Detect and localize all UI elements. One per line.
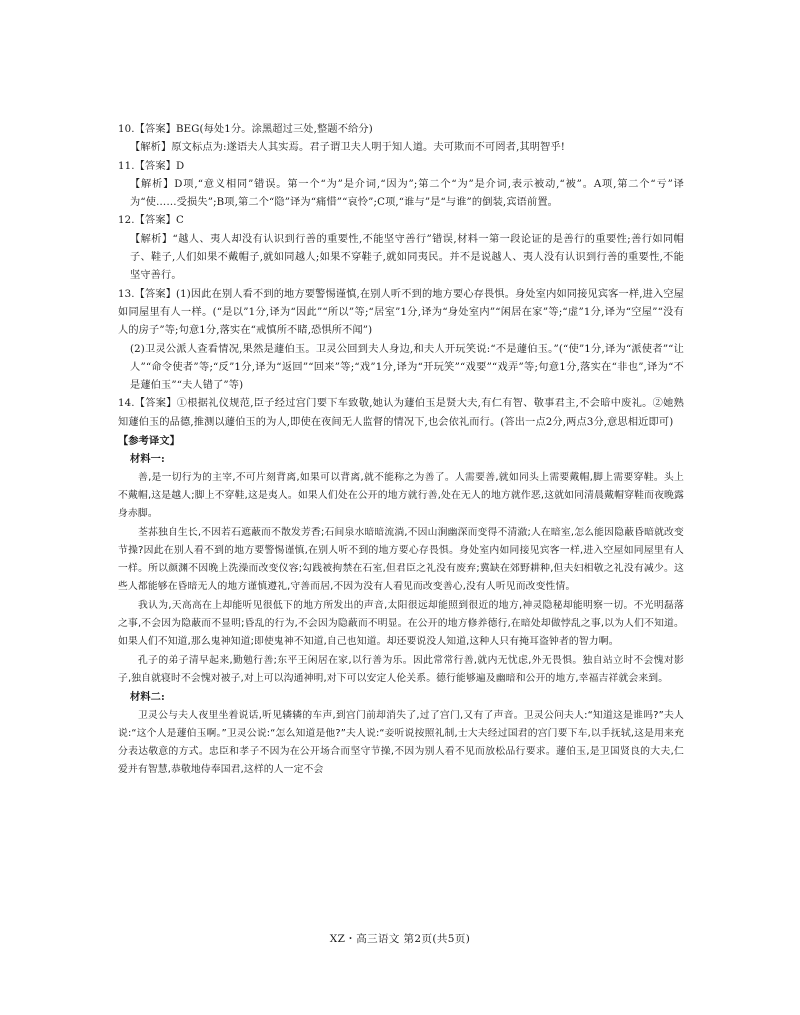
- reference-heading: 【参考译文】: [118, 435, 181, 448]
- page-content: [118, 121, 684, 780]
- answer-13-part2: (2)卫灵公派人查看情况,果然是蘧伯玉。卫灵公回到夫人身边,和夫人开玩笑说:“不是蘧伯玉。”(“使”1分,译为“派使者”“让人”“命令使者”等;“反”1分,译为“返回”“回来”等;“戏”1分,译为“开玩笑”“戏要”“戏弄”等;句意1分,落实在“非也”,译为“不是蘧伯玉”“夫人错了”等): [130, 343, 684, 392]
- analysis-10: 【解析】原文标点为:遂语夫人其实焉。君子谓卫夫人明于知人道。夫可欺而不可罔者,其明智乎!: [130, 142, 566, 154]
- material-two-label: 材料二:: [130, 691, 165, 704]
- analysis-11: 【解析】D项,“意义相同”错误。第一个“为”是介词,“因为”;第二个“为”是介词,表示被动,“被”。A项,第二个“亏”译为“使……受损失”;B项,第二个“隐”译为“痛惜”“哀怜”;C项,“谁与”是“与谁”的倒装,宾语前置。: [130, 178, 684, 209]
- material-one-label: 材料一:: [130, 453, 165, 466]
- analysis-12: 【解析】“越人、夷人却没有认识到行善的重要性,不能坚守善行”错误,材料一第一段论证的是善行的重要性;善行如同帽子、鞋子,人们如果不戴帽子,就如同越人;如果不穿鞋子,就如同夷民。并不是说越人、夷人没有认识到行善的重要性,不能坚守善行。: [130, 233, 684, 282]
- answer-11: 11.【答案】D: [118, 160, 185, 172]
- material-one-paragraph: 善,是一切行为的主宰,不可片刻背离,如果可以背离,就不能称之为善了。人需要善,就如同头上需要戴帽,脚上需要穿鞋。头上不戴帽,这是越人;脚上不穿鞋,这是夷人。如果人们处在公开的地方就行善,处在无人的地方就作恶,这就如同清晨戴帽穿鞋而夜晚露身赤脚。: [118, 471, 684, 520]
- answer-13-part1: 13.【答案】(1)因此在别人看不到的地方要警惕谨慎,在别人听不到的地方要心存畏惧。身处室内如同接见宾客一样,进入空屋如同屋里有人一样。(“是以”1分,译为“因此”“所以”等;“居室”1分,译为“身处室内”“闲居在家”等;“虚”1分,译为“空屋”“没有人的房子”等;句意1分,落实在“戒慎所不睹,恐惧所不闻”): [118, 288, 684, 337]
- material-one-paragraph: 荃荪独自生长,不因若石遮蔽而不散发芳香;石间泉水暗暗流淌,不因山涧幽深而变得不清澈;人在暗室,怎么能因隐蔽昏暗就改变节操?因此在别人看不到的地方要警惕谨慎,在别人听不到的地方要心存畏惧。身处室内如同接见宾客一样,进入空屋如同屋里有人一样。所以颜渊不因晚上洗澡而改变仪容;勾践被拘禁在石室,但君臣之礼没有废弃;冀缺在郊野耕种,但夫妇相敬之礼没有减少。这些人都能够在昏暗无人的地方谨慎遵礼,守善而居,不因为没有人看见而改变善心,没有人听见而改变性情。: [118, 526, 684, 593]
- page-footer: XZ・高三语文 第2页(共5页): [329, 933, 471, 945]
- material-one-paragraph: 孔子的弟子清早起来,勤勉行善;东平王闲居在家,以行善为乐。因此常常行善,就内无忧虑,外无畏惧。独自站立时不会愧对影子,独自就寝时不会愧对被子,对上可以沟通神明,对下可以安定人伦关系。德行能够遍及幽暗和公开的地方,幸福吉祥就会来到。: [118, 654, 684, 684]
- answer-14: 14.【答案】①根据礼仪规范,臣子经过宫门要下车致敬,她认为蘧伯玉是贤大夫,有仁有智、敬事君主,不会暗中废礼。②她熟知蘧伯玉的品德,推测以蘧伯玉的为人,即使在夜间无人监督的情况下,也会依礼而行。(答出一点2分,两点3分,意思相近即可): [118, 398, 684, 428]
- material-two-paragraph: 卫灵公与夫人夜里坐着说话,听见辚辚的车声,到宫门前却消失了,过了宫门,又有了声音。卫灵公问夫人:“知道这是谁吗?”夫人说:“这个人是蘧伯玉啊。”卫灵公说:“怎么知道是他?”夫人说:“妾听说按照礼制,士大夫经过国君的宫门要下车,以手抚轼,这是用来充分表达敬意的方式。忠臣和孝子不因为在公开场合而坚守节操,不因为别人看不见而放松品行要求。蘧伯玉,是卫国贤良的大夫,仁爱并有智慧,恭敬地侍奉国君,这样的人一定不会: [118, 709, 684, 776]
- answer-12: 12.【答案】C: [118, 215, 184, 227]
- material-one-paragraph: 我认为,天高高在上却能听见很低下的地方所发出的声音,太阳很远却能照到很近的地方,神灵隐秘却能明察一切。不光明磊落之事,不会因为隐蔽而不显明;昏乱的行为,不会因为隐蔽而不明显。在公开的地方修养德行,在暗处却做悖乱之事,以为人们不知道。如果人们不知道,那么鬼神知道;即使鬼神不知道,自己也知道。却还要说没人知道,这种人只有掩耳盗钟者的智力啊。: [118, 599, 684, 648]
- answer-10: 10.【答案】BEG(每处1分。涂黑超过三处,整题不给分): [118, 124, 373, 135]
